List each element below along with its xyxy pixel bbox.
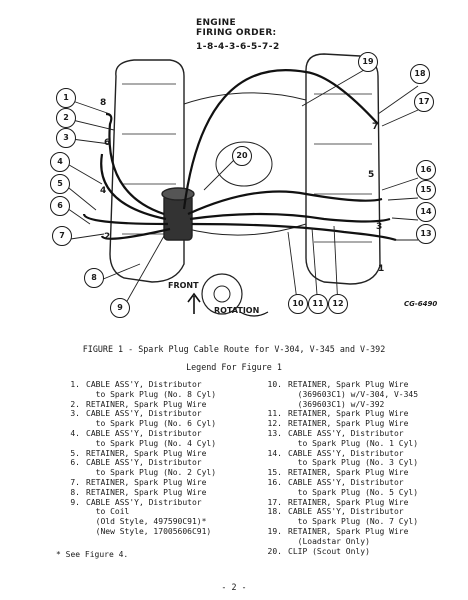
legend-item [258,429,458,449]
legend-item-line: to Coil [86,507,130,517]
legend-item-line: (Loadstar Only) [288,536,370,546]
legend-item-line: RETAINER, Spark Plug Wire [86,487,207,497]
legend-item-text [288,419,408,429]
callout-13: 13 [416,224,436,244]
legend-item [258,507,458,527]
legend-item-line: to Spark Plug (No. 8 Cyl) [86,389,217,399]
legend-item [258,449,458,469]
callout-6: 6 [50,196,70,216]
rotation-label: ROTATION [214,306,260,315]
legend-item-text [86,380,216,400]
legend-item [258,498,458,508]
legend-item-line: RETAINER, Spark Plug Wire [86,399,207,409]
legend-item-line: RETAINER, Spark Plug Wire [288,468,409,478]
legend-item [258,527,458,547]
legend-item-text [288,507,418,527]
legend-item-number: 15. [267,468,282,478]
firing-order-title: ENGINE FIRING ORDER: [196,18,277,38]
callout-5: 5 [50,174,70,194]
cyl-1-label: 1 [378,264,385,274]
legend-item-line: (Old Style, 497590C91)* [86,517,207,527]
cyl-6-label: 6 [104,138,111,148]
legend-item-number: 17. [267,497,282,507]
legend-right-column [258,380,458,556]
cyl-8-label: 8 [100,98,107,108]
callout-3: 3 [56,128,76,148]
cyl-5-label: 5 [368,170,375,180]
legend-item-text [86,478,206,488]
legend-item-line: (369603C1) w/V-304, V-345 [288,389,419,399]
legend-item-line: RETAINER, Spark Plug Wire [288,497,409,507]
legend-item-line: CABLE ASS'Y, Distributor [288,428,404,438]
legend-item-number: 10. [267,380,282,389]
legend-item-line: RETAINER, Spark Plug Wire [288,409,409,419]
callout-1: 1 [56,88,76,108]
legend-item-line: RETAINER, Spark Plug Wire [288,526,409,536]
legend-item-number: 11. [267,409,282,419]
legend-item [258,409,458,419]
legend-item [56,380,256,400]
legend-item-text [288,478,418,498]
legend-item-line: to Spark Plug (No. 4 Cyl) [86,438,217,448]
legend-item-line: CABLE ASS'Y, Distributor [288,448,404,458]
legend-item-text [86,458,216,478]
legend-item-number: 9. [70,497,80,507]
legend-item-number: 18. [267,507,282,517]
legend-item-number: 20. [267,546,282,556]
legend-item-line: to Spark Plug (No. 3 Cyl) [288,458,419,468]
legend-item-text [86,498,211,537]
legend-item [258,468,458,478]
callout-11: 11 [308,294,328,314]
legend-item-line: to Spark Plug (No. 6 Cyl) [86,419,217,429]
legend-item-text [86,429,216,449]
callout-15: 15 [416,180,436,200]
legend-item-line: RETAINER, Spark Plug Wire [86,477,207,487]
callout-7: 7 [52,226,72,246]
cyl-2-label: 2 [104,232,111,242]
legend-item-text [288,409,408,419]
figure-caption: FIGURE 1 - Spark Plug Cable Route for V-304, V-345 and V-392 [82,344,386,354]
legend-item-text [288,449,418,469]
legend-item-line: RETAINER, Spark Plug Wire [86,448,207,458]
legend-item-number: 8. [70,487,80,497]
legend-item [56,458,256,478]
drawing-code: CG-6490 [404,300,438,308]
legend-item-line: to Spark Plug (No. 5 Cyl) [288,487,419,497]
legend-item-number: 3. [70,409,80,419]
legend-item-text [86,488,206,498]
callout-12: 12 [328,294,348,314]
legend-item-number: 14. [267,448,282,458]
legend-item [56,488,256,498]
front-label: FRONT [168,281,199,290]
callout-14: 14 [416,202,436,222]
legend-item-line: CABLE ASS'Y, Distributor [86,497,202,507]
callout-2: 2 [56,108,76,128]
legend-item-line: RETAINER, Spark Plug Wire [288,380,409,389]
legend-item-text [288,498,408,508]
legend-item-text [86,400,206,410]
legend-item-line: to Spark Plug (No. 7 Cyl) [288,517,419,527]
legend-item [56,400,256,410]
cyl-7-label: 7 [372,122,379,132]
legend-left-column [56,380,256,537]
legend-item-line: to Spark Plug (No. 2 Cyl) [86,468,217,478]
legend-item-text [288,380,418,409]
legend-item-number: 4. [70,428,80,438]
callout-10: 10 [288,294,308,314]
engine-drawing [44,14,442,332]
legend-item-line: CABLE ASS'Y, Distributor [86,380,202,389]
legend-item-text [288,468,408,478]
legend-item-line: (369603C1) w/V-392 [288,399,385,409]
legend-item [56,409,256,429]
legend-item [56,449,256,459]
legend-title: Legend For Figure 1 [186,362,282,372]
legend-item-line: CABLE ASS'Y, Distributor [288,507,404,517]
legend-item-number: 5. [70,448,80,458]
legend-item-number: 19. [267,526,282,536]
legend-item-line: CABLE ASS'Y, Distributor [86,458,202,468]
left-valve-cover [110,60,184,282]
legend-item-number: 13. [267,428,282,438]
legend-item-text [288,547,370,557]
page-number: - 2 - [221,582,247,592]
legend-item-text [86,449,206,459]
legend-item-line: CABLE ASS'Y, Distributor [86,428,202,438]
legend-item-text [288,527,408,547]
legend-item-line: CABLE ASS'Y, Distributor [86,409,202,419]
legend-item-number: 16. [267,477,282,487]
legend-item-number: 6. [70,458,80,468]
legend-item-number: 12. [267,419,282,429]
legend-item-line: CLIP (Scout Only) [288,546,370,556]
legend-item [56,498,256,537]
legend-item [258,380,458,409]
callout-16: 16 [416,160,436,180]
callout-18: 18 [410,64,430,84]
legend-item [258,419,458,429]
callout-8: 8 [84,268,104,288]
legend-item-line: RETAINER, Spark Plug Wire [288,419,409,429]
legend-item-number: 1. [70,380,80,389]
callout-20: 20 [232,146,252,166]
legend-item-number: 7. [70,477,80,487]
callout-9: 9 [110,298,130,318]
callout-17: 17 [414,92,434,112]
legend-item [258,547,458,557]
cyl-4-label: 4 [100,186,107,196]
footnote: * See Figure 4. [56,550,129,559]
legend-item-line: to Spark Plug (No. 1 Cyl) [288,438,419,448]
legend-item-line: (New Style, 17005606C91) [86,526,212,536]
distributor [164,194,192,240]
legend-item-text [86,409,216,429]
legend-item-line: CABLE ASS'Y, Distributor [288,477,404,487]
legend-item [258,478,458,498]
right-valve-cover [306,54,383,284]
firing-order: 1-8-4-3-6-5-7-2 [196,42,280,52]
legend-item [56,429,256,449]
callout-19: 19 [358,52,378,72]
legend-item-number: 2. [70,399,80,409]
legend-item-text [288,429,418,449]
legend-item [56,478,256,488]
callout-4: 4 [50,152,70,172]
cyl-3-label: 3 [376,222,383,232]
engine-illustration [44,14,442,332]
